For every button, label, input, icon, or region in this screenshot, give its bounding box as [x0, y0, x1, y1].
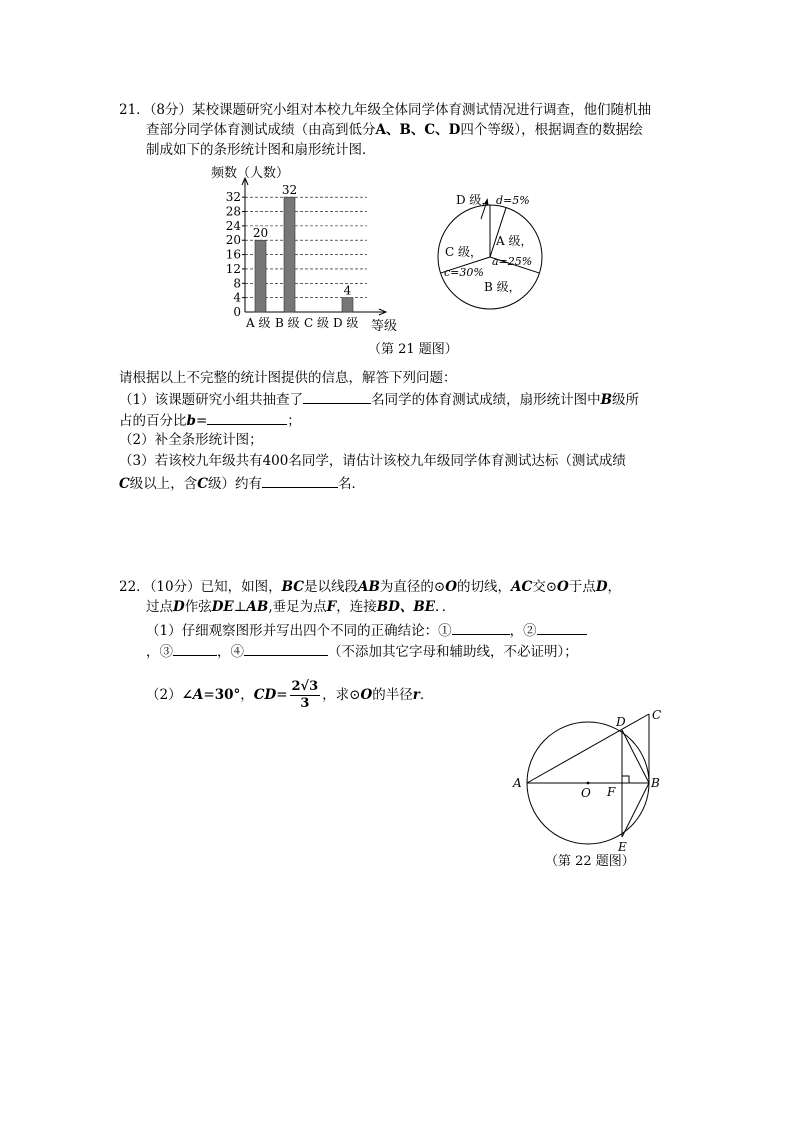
label-f: F	[607, 785, 616, 799]
label-o: O	[581, 786, 591, 800]
q22-line2: 过点D作弦DE⊥AB,垂足为点F，连接BD、BE．．	[146, 599, 456, 615]
cd-fraction: $\frac{2√3}{3}$	[291, 679, 319, 711]
y-tick-label: 28	[225, 204, 241, 219]
q22-sub1: （1）仔细观察图形并写出四个不同的正确结论：① ，②	[146, 620, 587, 640]
q21-sub3-cont: C级以上，含C级）约有 名．	[119, 473, 365, 493]
q22-line1: 22．（10分）已知，如图，BC是以线段AB为直径的⊙O的切线，AC交⊙O于点D，	[119, 579, 622, 595]
pie-slice-boundary	[490, 208, 506, 257]
q21-caption: （第 21 题图）	[368, 342, 458, 357]
bar	[255, 240, 266, 312]
q22-sub1-cont: ，③ ，④ （不添加其它字母和辅助线，不必证明）；	[146, 641, 578, 661]
q21-sub1-cont: 占的百分比b= ；	[119, 410, 301, 430]
pie-pct-C: c=30%	[444, 266, 484, 279]
label-d: D	[616, 715, 626, 729]
y-tick-label: 0	[233, 305, 241, 319]
q21-sub2: （2）补全条形统计图；	[119, 432, 263, 448]
bar-value-label: 32	[281, 183, 298, 198]
y-tick-label: 32	[225, 190, 241, 205]
q21-line3: 制成如下的条形统计图和扇形统计图．	[146, 142, 376, 158]
q22-caption: （第 22 题图）	[545, 854, 635, 869]
label-c: C	[652, 708, 662, 722]
segment-be	[622, 783, 649, 837]
pie-chart	[430, 185, 560, 325]
q21-sub3: （3）若该校九年级共有400名同学，请估计该校九年级同学体育测试达标（测试成绩	[119, 453, 626, 469]
geometry-figure	[505, 705, 685, 855]
pie-pct-A: a=25%	[492, 255, 533, 268]
x-tick-label: B 级	[275, 316, 300, 330]
label-a: A	[513, 776, 522, 790]
y-axis-label: 频数（人数）	[211, 166, 290, 181]
y-tick-label: 12	[225, 261, 241, 276]
y-tick-label: 24	[225, 218, 241, 233]
q21-line1: 21．（8分）某校课题研究小组对本校九年级全体同学体育测试情况进行调查，他们随机抽	[119, 102, 652, 118]
x-tick-label: A 级	[246, 316, 271, 330]
right-angle-mark	[622, 776, 629, 783]
label-e: E	[618, 840, 627, 854]
bar	[284, 197, 295, 312]
segment-bd	[622, 730, 649, 783]
x-tick-label: D 级	[333, 316, 359, 330]
y-tick-label: 8	[233, 276, 241, 291]
y-tick-label: 20	[225, 233, 241, 248]
x-tick-label: C 级	[304, 316, 329, 330]
pie-pct-D: d=5%	[496, 194, 530, 207]
bar	[342, 298, 353, 312]
q21-sub1: （1）该课题研究小组共抽查了 名同学的体育测试成绩，扇形统计图中B级所	[119, 389, 639, 409]
pie-label-D: D 级，	[456, 193, 494, 207]
pie-label-B: B 级，	[484, 280, 521, 294]
q21-line2: 查部分同学体育测试成绩（由高到低分A、B、C、D四个等级），根据调查的数据绘	[146, 122, 643, 138]
y-tick-label: 16	[225, 247, 241, 262]
line-ac	[527, 714, 649, 783]
pie-label-C: C 级，	[445, 245, 482, 259]
bar-value-label: 4	[343, 283, 352, 298]
q21-prompt: 请根据以上不完整的统计图提供的信息，解答下列问题：	[119, 370, 457, 386]
bar-value-label: 20	[252, 226, 269, 241]
pie-label-A: A 级，	[496, 234, 533, 248]
q22-sub2: （2）∠A=30°，CD= $\frac{2√3}{3}$ ，求⊙O的半径r．	[146, 679, 434, 711]
y-tick-label: 4	[233, 290, 241, 305]
label-b: B	[651, 776, 660, 790]
bar-chart	[205, 158, 410, 338]
center-dot	[587, 782, 590, 785]
x-axis-label: 等级	[371, 319, 398, 334]
